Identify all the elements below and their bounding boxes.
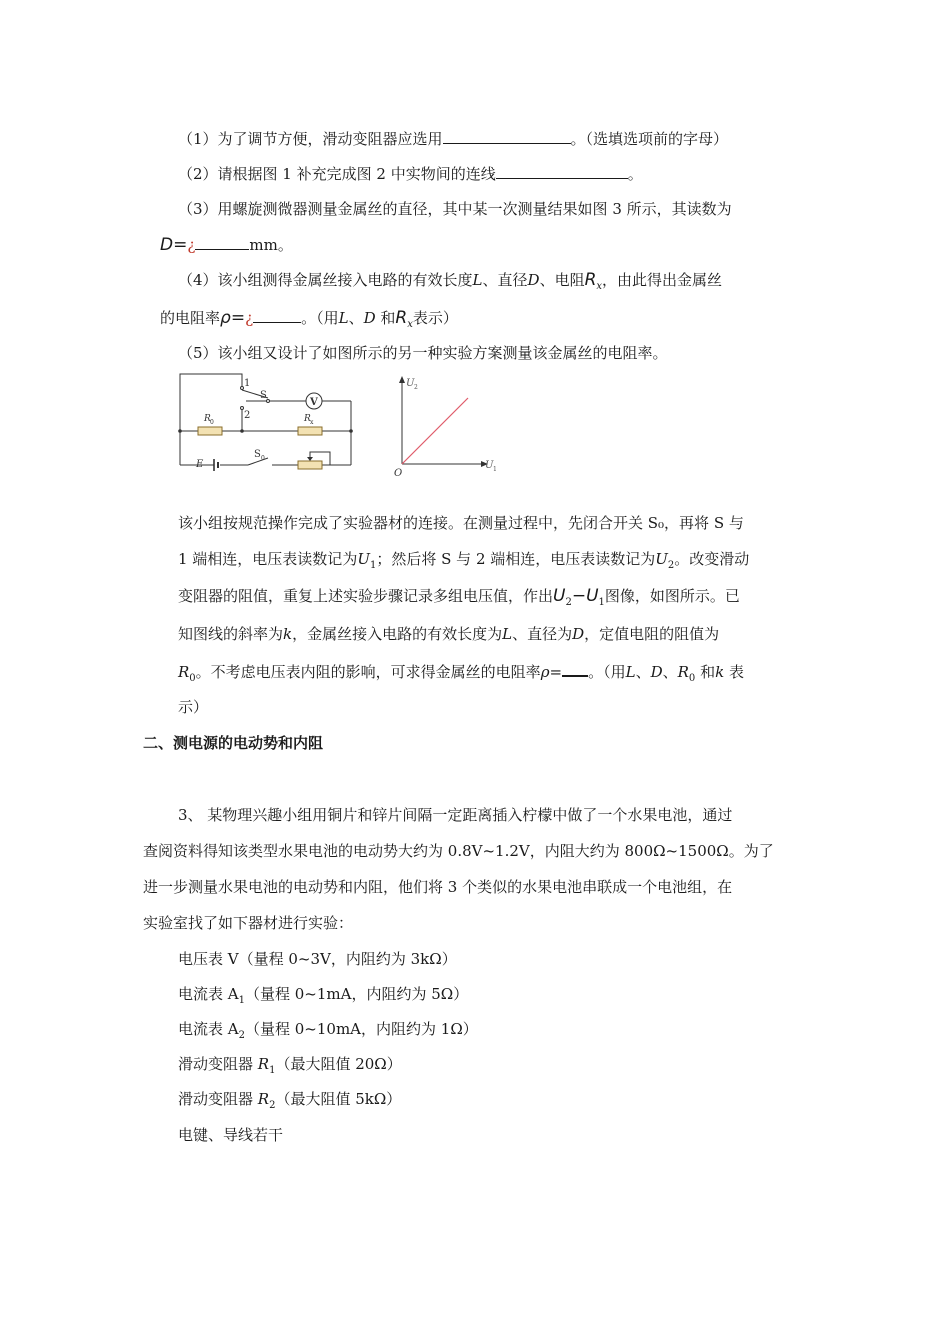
battery-label: E	[196, 459, 204, 470]
length-symbol: L	[625, 663, 636, 681]
section-heading-text: 二、测电源的电动势和内阻	[143, 734, 324, 752]
q3-line-3	[143, 877, 732, 897]
q3-text: 实验室找了如下器材进行实验：	[143, 914, 354, 932]
question-part-3	[178, 199, 732, 219]
question-part-4-answer	[160, 307, 458, 335]
para-text: 示）	[178, 698, 209, 716]
para-text: 图像，如图所示。已	[604, 587, 740, 605]
r0-subscript: 0	[688, 673, 696, 684]
equipment-item	[178, 984, 468, 1011]
answer-blank[interactable]	[443, 128, 571, 144]
para-text: 变阻器的阻值，重复上述实验步骤记录多组电压值，作出	[178, 587, 554, 605]
answer-blank[interactable]	[195, 234, 249, 250]
part3-text: （3）用螺旋测微器测量金属丝的直径，其中某一次测量结果如图 3 所示，其读数为	[178, 200, 732, 218]
rho-symbol: ρ=	[540, 663, 563, 681]
part4-text: 。（用	[301, 309, 339, 327]
u2-subscript: 2	[565, 597, 572, 608]
para-line-6	[178, 697, 208, 717]
answer-blank[interactable]	[562, 660, 588, 677]
r0-label: R	[204, 414, 211, 424]
part4-text: 表示）	[412, 309, 458, 327]
para-text: 知图线的斜率为	[178, 625, 284, 643]
length-symbol: L	[338, 309, 349, 327]
equipment-item	[178, 1054, 402, 1081]
equals-sign: =	[230, 308, 246, 328]
equipment-item	[178, 1019, 478, 1046]
question-part-3-answer	[160, 234, 293, 255]
diameter-symbol: D	[650, 663, 663, 681]
equipment-subscript: 1	[238, 995, 245, 1006]
para-text: 表	[724, 663, 744, 681]
resistor-rx	[298, 427, 322, 435]
slope-symbol: k	[715, 663, 725, 681]
answer-blank[interactable]	[253, 307, 301, 323]
u2-symbol: U	[655, 550, 668, 568]
length-symbol: L	[502, 625, 513, 643]
rheostat	[298, 461, 322, 469]
u2-symbol: U	[553, 586, 566, 606]
para-line-2	[178, 549, 749, 576]
para-line-5	[178, 660, 744, 689]
para-text: ，定值电阻的阻值为	[584, 625, 720, 643]
u2-u1-graph	[388, 372, 506, 480]
equipment-subscript: 2	[238, 1030, 245, 1041]
placeholder-glyph: ¿	[245, 309, 254, 327]
equipment-text: 电流表 A	[178, 1020, 239, 1038]
para-line-4	[178, 624, 719, 644]
para-text: 、	[662, 663, 678, 681]
para-text: 该小组按规范操作完成了实验器材的连接。在测量过程中，先闭合开关 S₀，再将 S 与	[178, 514, 744, 532]
resistance-symbol: R	[584, 270, 597, 290]
para-text: 、	[635, 663, 651, 681]
diameter-symbol: D	[572, 625, 585, 643]
part1-text-end: 。（选填选项前的字母）	[570, 130, 729, 148]
section-heading	[143, 733, 323, 753]
q3-line-1	[178, 805, 732, 825]
equipment-item	[178, 1089, 401, 1116]
u2-subscript: 2	[667, 560, 675, 571]
equals-sign: =	[173, 235, 188, 255]
unit-text: mm。	[249, 236, 293, 254]
question-part-5	[178, 343, 668, 363]
origin-label: O	[394, 468, 403, 479]
equipment-text: （最大阻值 20Ω）	[275, 1055, 402, 1073]
para-text: ，金属丝接入电路的有效长度为	[292, 625, 503, 643]
q3-line-2	[143, 841, 774, 861]
resistance-subscript: x	[596, 281, 603, 292]
terminal-1-label: 1	[244, 378, 251, 389]
y-axis-label: U	[406, 378, 415, 389]
slider-arrow	[307, 457, 313, 461]
rx-subscript: x	[310, 419, 314, 426]
answer-blank[interactable]	[496, 163, 628, 179]
resistance-subscript: x	[407, 319, 413, 330]
para-line-3	[178, 586, 740, 613]
u1-symbol: U	[586, 586, 599, 606]
u1-subscript: 1	[369, 560, 377, 571]
rx-label: R	[304, 414, 311, 424]
diameter-symbol: D	[527, 271, 540, 289]
equipment-subscript: 2	[269, 1100, 276, 1111]
resistance-symbol: R	[257, 1090, 270, 1108]
resistance-symbol: R	[395, 308, 408, 328]
minus-sign: −	[571, 586, 587, 606]
resistor-r0	[198, 427, 222, 435]
placeholder-glyph: ¿	[187, 236, 196, 254]
r0-symbol: R	[677, 663, 689, 681]
equipment-text: 滑动变阻器	[178, 1090, 258, 1108]
part1-text: （1）为了调节方便，滑动变阻器应选用	[178, 130, 443, 148]
switch-s-label: S	[260, 390, 267, 401]
equipment-text: （最大阻值 5kΩ）	[275, 1090, 402, 1108]
part2-text: （2）请根据图 1 补充完成图 2 中实物间的连线	[178, 165, 496, 183]
para-text: 和	[695, 663, 716, 681]
x-axis-subscript: 1	[493, 466, 497, 473]
r0-subscript: 0	[210, 419, 214, 426]
part4-text: 、电阻	[539, 271, 585, 289]
para-text: ；然后将 S 与 2 端相连，电压表读数记为	[376, 550, 656, 568]
equipment-text: 滑动变阻器	[178, 1055, 258, 1073]
u1-symbol: U	[357, 550, 370, 568]
equipment-text: （量程 0~10mA，内阻约为 1Ω）	[244, 1020, 478, 1038]
equipment-subscript: 1	[269, 1065, 276, 1076]
equipment-text: 电流表 A	[178, 985, 239, 1003]
part4-text: （4）该小组测得金属丝接入电路的有效长度	[178, 271, 473, 289]
resistance-symbol: R	[257, 1055, 270, 1073]
q3-text: 查阅资料得知该类型水果电池的电动势大约为 0.8V~1.2V，内阻大约为 800Ω~1500Ω。为了	[143, 842, 774, 860]
slope-symbol: k	[283, 625, 293, 643]
para-line-1	[178, 513, 744, 533]
y-axis-arrow	[399, 376, 405, 383]
switch-s0-subscript: 0	[261, 455, 265, 462]
equipment-item	[178, 1125, 283, 1145]
part4-text: ，由此得出金属丝	[602, 271, 723, 289]
equipment-item	[178, 949, 457, 969]
y-axis-subscript: 2	[414, 384, 418, 391]
rho-symbol: ρ	[220, 308, 231, 328]
question-part-2	[178, 163, 643, 184]
q3-text: 进一步测量水果电池的电动势和内阻，他们将 3 个类似的水果电池串联成一个电池组，在	[143, 878, 733, 896]
circuit-diagram	[170, 368, 360, 480]
data-line	[402, 398, 468, 464]
switch-s0-label: S	[254, 449, 261, 460]
part4-text: 、	[348, 309, 364, 327]
question-part-1	[178, 128, 728, 149]
terminal-2-label: 2	[244, 410, 251, 421]
r0-symbol: R	[178, 663, 190, 681]
diameter-symbol: D	[160, 235, 174, 255]
para-text: 、直径为	[512, 625, 573, 643]
x-axis-label: U	[485, 460, 494, 471]
para-text: 。不考虑电压表内阻的影响，可求得金属丝的电阻率	[195, 663, 541, 681]
u1-subscript: 1	[598, 597, 605, 608]
part2-text-end: 。	[627, 165, 643, 183]
voltmeter-label: V	[310, 397, 318, 408]
para-text: 1 端相连，电压表读数记为	[178, 550, 358, 568]
para-text: 。（用	[588, 663, 626, 681]
r0-subscript: 0	[189, 673, 196, 684]
part5-text: （5）该小组又设计了如图所示的另一种实验方案测量该金属丝的电阻率。	[178, 344, 668, 362]
equipment-text: （量程 0~1mA，内阻约为 5Ω）	[244, 985, 469, 1003]
equipment-text: 电压表 V（量程 0~3V，内阻约为 3kΩ）	[178, 950, 457, 968]
equipment-text: 电键、导线若干	[178, 1126, 284, 1144]
length-symbol: L	[472, 271, 483, 289]
part4-text: 、直径	[482, 271, 528, 289]
q3-text: 3、 某物理兴趣小组用铜片和锌片间隔一定距离插入柠檬中做了一个水果电池，通过	[178, 806, 733, 824]
diameter-symbol: D	[363, 309, 376, 327]
question-part-4	[178, 270, 722, 297]
para-text: 。改变滑动	[674, 550, 750, 568]
q3-line-4	[143, 913, 353, 933]
part4-text: 的电阻率	[160, 309, 221, 327]
part4-text: 和	[375, 309, 396, 327]
